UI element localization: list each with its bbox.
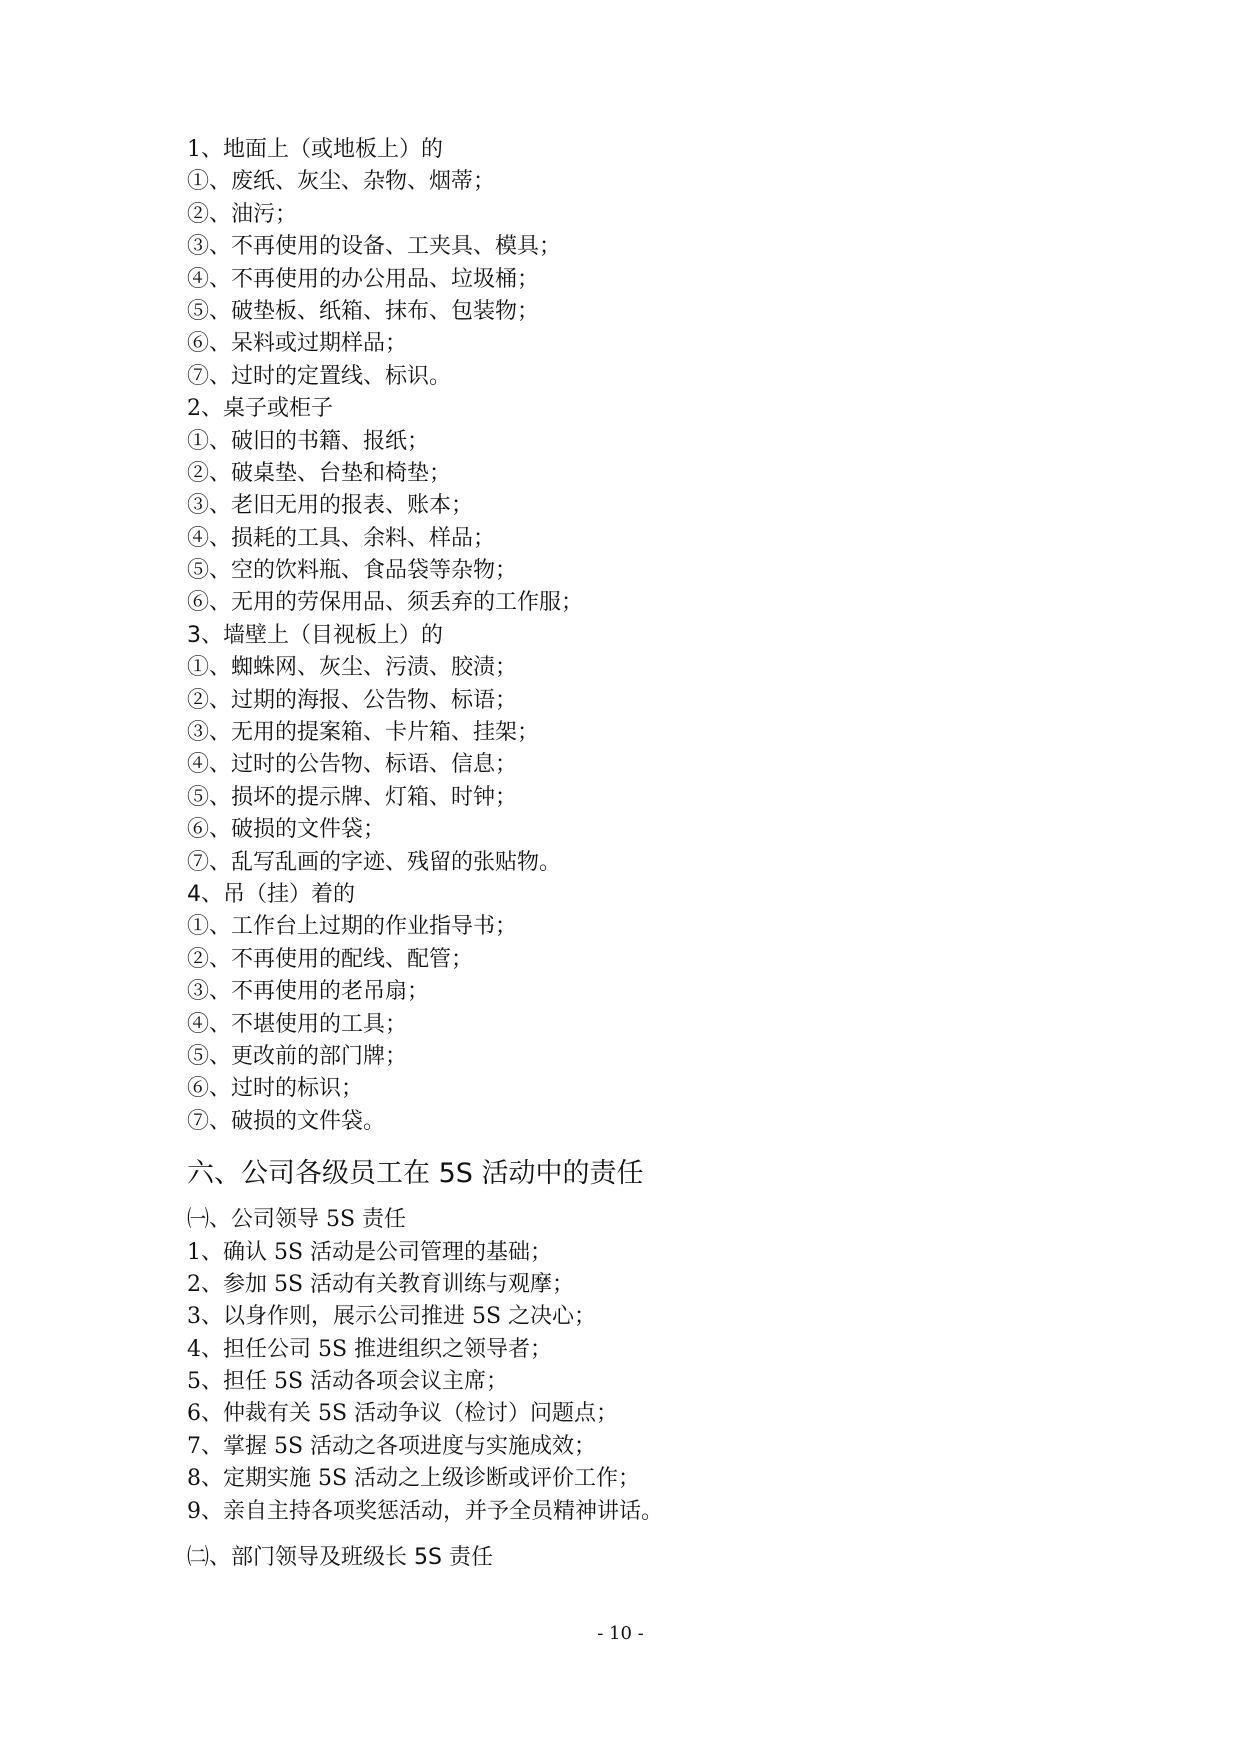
list-item: ④、不再使用的办公用品、垃圾桶； [187, 266, 540, 292]
list-item: ④、不堪使用的工具； [187, 1011, 408, 1037]
list-item: ④、损耗的工具、余料、样品； [187, 525, 496, 551]
group-heading: 2、桌子或柜子 [187, 396, 333, 422]
section-title: 六、公司各级员工在 5S 活动中的责任 [187, 1158, 644, 1190]
list-item: ④、过时的公告物、标语、信息； [187, 752, 518, 778]
list-item: ②、破桌垫、台垫和椅垫； [187, 460, 452, 486]
list-item: ⑦、乱写乱画的字迹、残留的张贴物。 [187, 849, 562, 875]
list-item: 5、担任 5S 活动各项会议主席； [187, 1369, 509, 1395]
group-heading: 1、地面上（或地板上）的 [187, 137, 443, 162]
list-item: ③、不再使用的老吊扇； [187, 979, 430, 1005]
list-item: 6、仲裁有关 5S 活动争议（检讨）问题点； [187, 1401, 619, 1427]
list-item: ②、油污； [187, 201, 298, 227]
list-item: ③、无用的提案箱、卡片箱、挂架； [187, 720, 540, 746]
list-item: ⑥、无用的劳保用品、须丢弃的工作服； [187, 590, 584, 616]
list-item: 4、担任公司 5S 推进组织之领导者； [187, 1336, 553, 1362]
subsection-heading: ㈠、公司领导 5S 责任 [187, 1207, 407, 1233]
list-item: ⑥、过时的标识； [187, 1076, 364, 1102]
group-heading: 3、墙壁上（目视板上）的 [187, 622, 443, 648]
list-item: 2、参加 5S 活动有关教育训练与观摩； [187, 1271, 575, 1297]
list-item: ⑤、更改前的部门牌； [187, 1043, 408, 1069]
list-item: ②、过期的海报、公告物、标语； [187, 687, 518, 713]
list-item: ①、工作台上过期的作业指导书； [187, 914, 518, 940]
list-item: ③、不再使用的设备、工夹具、模具； [187, 234, 562, 260]
page-content [187, 134, 1087, 1574]
list-item: ①、废纸、灰尘、杂物、烟蒂； [187, 169, 496, 195]
group-heading: 4、吊（挂）着的 [187, 881, 355, 907]
list-item: ②、不再使用的配线、配管； [187, 946, 474, 972]
list-item: 9、亲自主持各项奖惩活动，并予全员精神讲话。 [187, 1498, 663, 1524]
list-item: 1、确认 5S 活动是公司管理的基础； [187, 1239, 553, 1265]
list-item: ⑤、损坏的提示牌、灯箱、时钟； [187, 784, 518, 810]
list-item: 3、以身作则，展示公司推进 5S 之决心； [187, 1304, 597, 1330]
list-item: ③、老旧无用的报表、账本； [187, 493, 474, 519]
list-item: 7、掌握 5S 活动之各项进度与实施成效； [187, 1433, 597, 1459]
list-item: ⑤、空的饮料瓶、食品袋等杂物； [187, 558, 518, 584]
list-item: ⑥、破损的文件袋； [187, 817, 386, 843]
page-number: - 10 - [597, 1623, 644, 1644]
list-item: ①、蜘蛛网、灰尘、污渍、胶渍； [187, 655, 518, 681]
list-item: ①、破旧的书籍、报纸； [187, 428, 430, 454]
list-item: ⑦、过时的定置线、标识。 [187, 363, 452, 389]
subsection-heading: ㈡、部门领导及班级长 5S 责任 [187, 1545, 493, 1571]
list-item: ⑦、破损的文件袋。 [187, 1108, 386, 1134]
list-item: 8、定期实施 5S 活动之上级诊断或评价工作； [187, 1466, 641, 1492]
list-item: ⑥、呆料或过期样品； [187, 331, 408, 357]
list-item: ⑤、破垫板、纸箱、抹布、包装物； [187, 298, 540, 324]
